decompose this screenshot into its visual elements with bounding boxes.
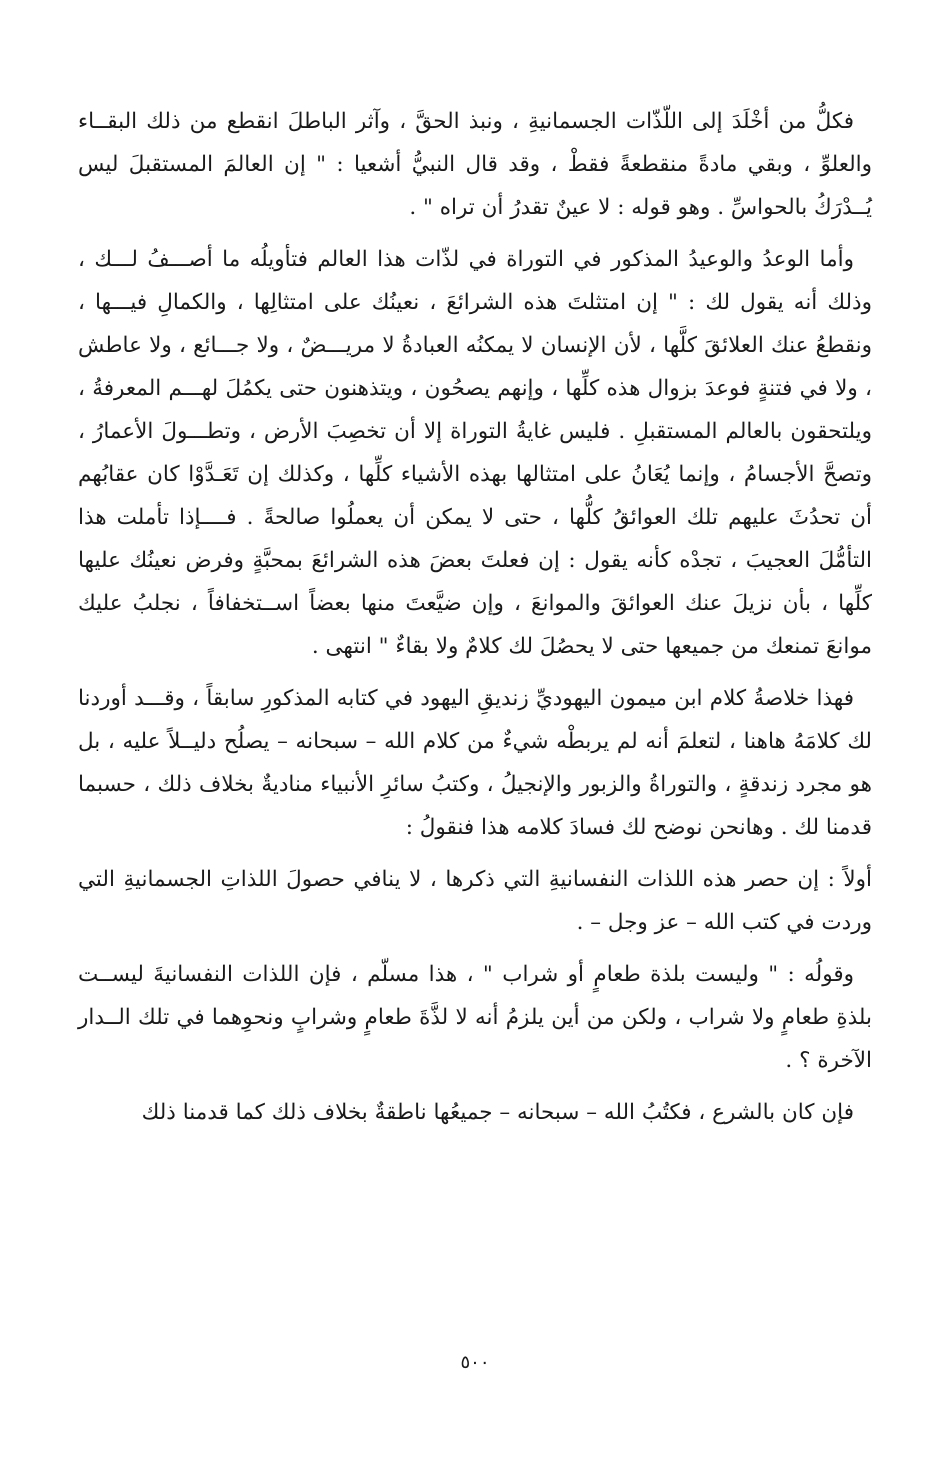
paragraph-1: فكلُّ من أخْلَدَ إلى اللّذّات الجسمانيةِ ، ونبذ الحقَّ ، وآثر الباطلَ انقطع من ذلك البقــاء والعلوِّ ، وبقي مادةً منقطعةً فقطْ ، وقد قال النبيُّ أشعيا : " إن العالمَ المستقبلَ ليس يُــدْرَكُ بالحواسِّ . وهو قوله : لا عينٌ تقدرُ أن تراه " . [78,109,872,220]
page-number: ٥٠٠ [460,1352,490,1373]
paragraph-6: فإن كان بالشرع ، فكتُبُ الله – سبحانه – جميعُها ناطقةٌ بخلاف ذلك كما قدمنا ذلك [141,1100,854,1125]
paragraph-4: أولاً : إن حصر هذه اللذات النفسانيةِ التي ذكرها ، لا ينافي حصولَ اللذاتِ الجسمانيةِ التي وردت في كتب الله – عز وجل – . [78,867,872,935]
paragraph-3: فهذا خلاصةُ كلام ابن ميمون اليهوديِّ زنديقِ اليهود في كتابه المذكورِ سابقاً ، وقـــد أوردنا لك كلامَهُ هاهنا ، لتعلمَ أنه لم يربطْه شيءٌ من كلام الله – سبحانه – يصلُح دليــلاً عليه ، بل هو مجرد زندقةٍ ، والتوراةُ والزبور والإنجيلُ ، وكتبُ سائرِ الأنبياء مناديةٌ بخلاف ذلك ، حسبما قدمنا لك . وهانحن نوضح لك فسادَ كلامه هذا فنقولُ : [78,686,872,840]
paragraph-5: وقولُه : " وليست بلذة طعامٍ أو شراب " ، هذا مسلّم ، فإن اللذات النفسانيةَ ليســت بلذةِ طعامٍ ولا شراب ، ولكن من أين يلزمُ أنه لا لذَّةَ طعامٍ وشرابٍ ونحوِهما في تلك الــدار الآخرة ؟ . [78,962,872,1073]
paragraph-2: وأما الوعدُ والوعيدُ المذكور في التوراة في لذّات هذا العالم فتأويلُه ما أصـــفُ لـــك ، وذلك أنه يقول لك : " إن امتثلتَ هذه الشرائعَ ، نعينُك على امتثالِها ، والكمالِ فيـــها ، ونقطعُ عنك العلائقَ كلَّها ، لأن الإنسان لا يمكنُه العبادةُ لا مريـــضٌ ، ولا جـــائع ، ولا عاطش ، ولا في فتنةٍ فوعدَ بزوال هذه كلِّها ، وإنهم يصحُون ، ويتذهنون حتى يكمُلَ لهـــم المعرفةُ ، ويلتحقون بالعالم المستقبلِ . فليس غايةُ التوراة إلا أن تخصِبَ الأرض ، وتطـــولَ الأعمارُ ، وتصحَّ الأجسامُ ، وإنما يُعَانُ على امتثالها بهذه الأشياء كلِّها ، وكذلك إن تَعَـدَّوْا كان عقابُهم أن تحدُثَ عليهم تلك العوائقُ كلُّها ، حتى لا يمكن أن يعملُوا صالحةً . فــــإذا تأملت هذا التأمُّلَ العجيبَ ، تجدْه كأنه يقول : إن فعلتَ بعضَ هذه الشرائعَ بمحبَّةٍ وفرض نعينُك عليها كلِّها ، بأن نزيلَ عنك العوائقَ والموانعَ ، وإن ضيَّعتَ منها بعضاً اســتخفافاً ، نجلبُ عليك موانعَ تمنعك من جميعها حتى لا يحصُلَ لك كلامٌ ولا بقاءٌ " انتهى . [78,247,872,659]
page-body [78,100,872,1143]
